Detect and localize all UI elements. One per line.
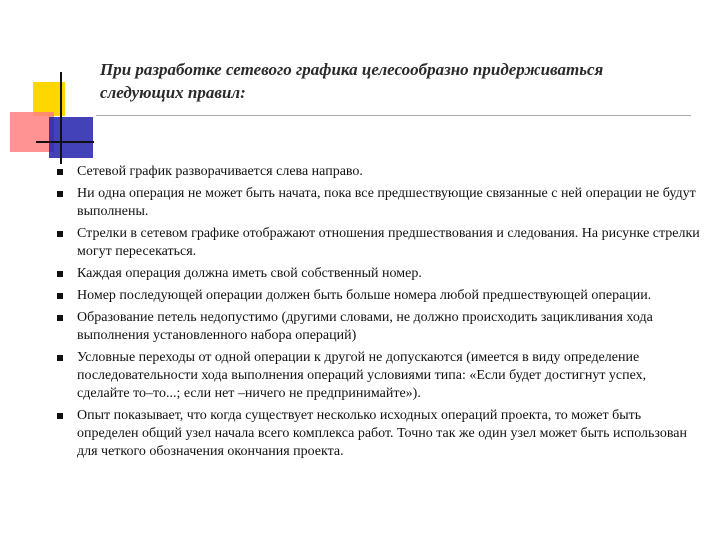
list-item: [50, 265, 700, 283]
list-item: [50, 309, 700, 345]
square-bullet-icon: [57, 355, 63, 361]
list-item-text: Образование петель недопустимо (другими словами, не должно происходить зацикливания хода выполнения установленного набора операций): [77, 310, 653, 343]
list-item: [50, 349, 700, 403]
square-bullet-icon: [57, 293, 63, 299]
bullet-list: [50, 163, 700, 465]
list-item: [50, 163, 700, 181]
pink-block: [10, 112, 54, 152]
list-item-text: Сетевой график разворачивается слева направо.: [77, 164, 363, 179]
horizontal-rule: [36, 141, 94, 143]
list-item-text: Опыт показывает, что когда существует несколько исходных операций проекта, то может быть определен общий узел начала всего комплекса работ. Точно так же один узел может быть использован для четкого обозначения окончания проекта.: [77, 408, 687, 459]
square-bullet-icon: [57, 315, 63, 321]
title-underline: [96, 115, 691, 116]
list-item: [50, 185, 700, 221]
list-item-text: Ни одна операция не может быть начата, пока все предшествующие связанные с ней операции не будут выполнены.: [77, 186, 696, 219]
square-bullet-icon: [57, 169, 63, 175]
list-item: [50, 407, 700, 461]
slide-title: При разработке сетевого графика целесообразно придерживаться следующих правил:: [100, 60, 604, 102]
square-bullet-icon: [57, 271, 63, 277]
list-item-text: Каждая операция должна иметь свой собственный номер.: [77, 266, 422, 281]
list-item-text: Стрелки в сетевом графике отображают отношения предшествования и следования. На рисунке стрелки могут пересекаться.: [77, 226, 700, 259]
square-bullet-icon: [57, 413, 63, 419]
list-item-text: Номер последующей операции должен быть больше номера любой предшествующей операции.: [77, 288, 652, 303]
list-item-text: Условные переходы от одной операции к другой не допускаются (имеется в виду определение последовательности хода выполнения операций условиями типа: «Если будет достигнут успех, сделайте то–то...; если нет –ничего не предпринимайте»).: [77, 350, 647, 401]
list-item: [50, 225, 700, 261]
color-blocks-decoration: [0, 0, 110, 170]
vertical-rule: [60, 72, 62, 164]
blue-block: [49, 117, 93, 158]
list-item: [50, 287, 700, 305]
square-bullet-icon: [57, 191, 63, 197]
square-bullet-icon: [57, 231, 63, 237]
